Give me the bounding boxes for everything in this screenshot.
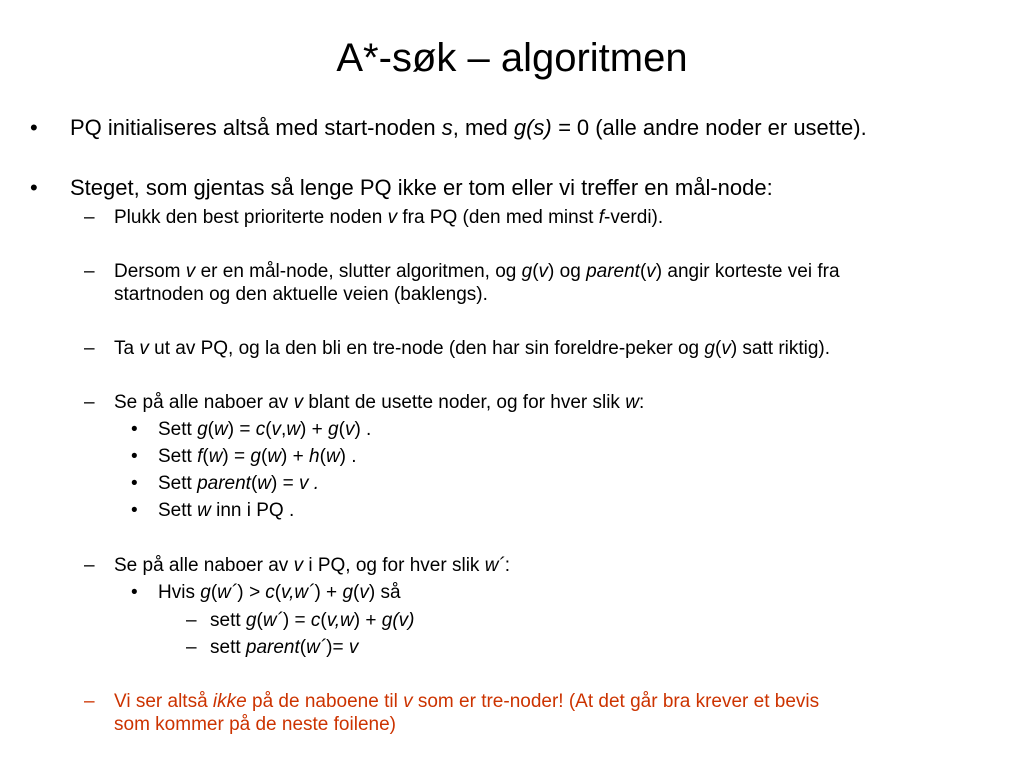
bullet-text: Steget, som gjentas så lenge PQ ikke er tom eller vi treffer en mål-node:: [70, 175, 773, 200]
sub-sub-item-text: Sett parent(w) = v .: [158, 473, 320, 494]
dash-marker: –: [186, 637, 197, 658]
dash-marker: –: [84, 691, 95, 712]
level4-item-text: sett g(w´) = c(v,w) + g(v): [210, 610, 415, 631]
dash-marker: –: [84, 261, 95, 282]
bullet-text: PQ initialiseres altså med start-noden s, med g(s) = 0 (alle andre noder er usette).: [70, 115, 867, 140]
sub-item-text: Se på alle naboer av v blant de usette noder, og for hver slik w:: [114, 392, 645, 413]
slide-title: A*-søk – algoritmen: [336, 36, 688, 80]
sub-sub-item-text: Sett g(w) = c(v,w) + g(v) .: [158, 419, 372, 440]
dash-marker: –: [186, 610, 197, 631]
bullet-marker: •: [131, 473, 138, 494]
bullet-marker: •: [131, 419, 138, 440]
bullet-marker: •: [131, 582, 138, 603]
note-text: Vi ser altså ikke på de naboene til v som er tre-noder! (At det går bra krever et bevis: [114, 691, 820, 712]
sub-item-text: Plukk den best prioriterte noden v fra PQ (den med minst f-verdi).: [114, 207, 664, 228]
note-text-cont: som kommer på de neste foilene): [114, 714, 396, 735]
sub-sub-item-text: Sett f(w) = g(w) + h(w) .: [158, 446, 357, 467]
bullet-marker: •: [131, 500, 138, 521]
sub-sub-item-text: Sett w inn i PQ .: [158, 500, 295, 521]
sub-item-text: Ta v ut av PQ, og la den bli en tre-node (den har sin foreldre-peker og g(v) satt riktig).: [114, 338, 831, 359]
bullet-marker: •: [131, 446, 138, 467]
sub-sub-item-text: Hvis g(w´) > c(v,w´) + g(v) så: [158, 582, 401, 603]
sub-item-text-cont: startnoden og den aktuelle veien (baklengs).: [114, 284, 488, 305]
dash-marker: –: [84, 555, 95, 576]
sub-item-text: Dersom v er en mål-node, slutter algoritmen, og g(v) og parent(v) angir korteste vei fra: [114, 261, 840, 282]
dash-marker: –: [84, 338, 95, 359]
level4-item-text: sett parent(w´)= v: [210, 637, 359, 658]
dash-marker: –: [84, 392, 95, 413]
dash-marker: –: [84, 207, 95, 228]
sub-item-text: Se på alle naboer av v i PQ, og for hver slik w´:: [114, 555, 511, 576]
bullet-marker: •: [30, 175, 38, 200]
bullet-marker: •: [30, 115, 38, 140]
